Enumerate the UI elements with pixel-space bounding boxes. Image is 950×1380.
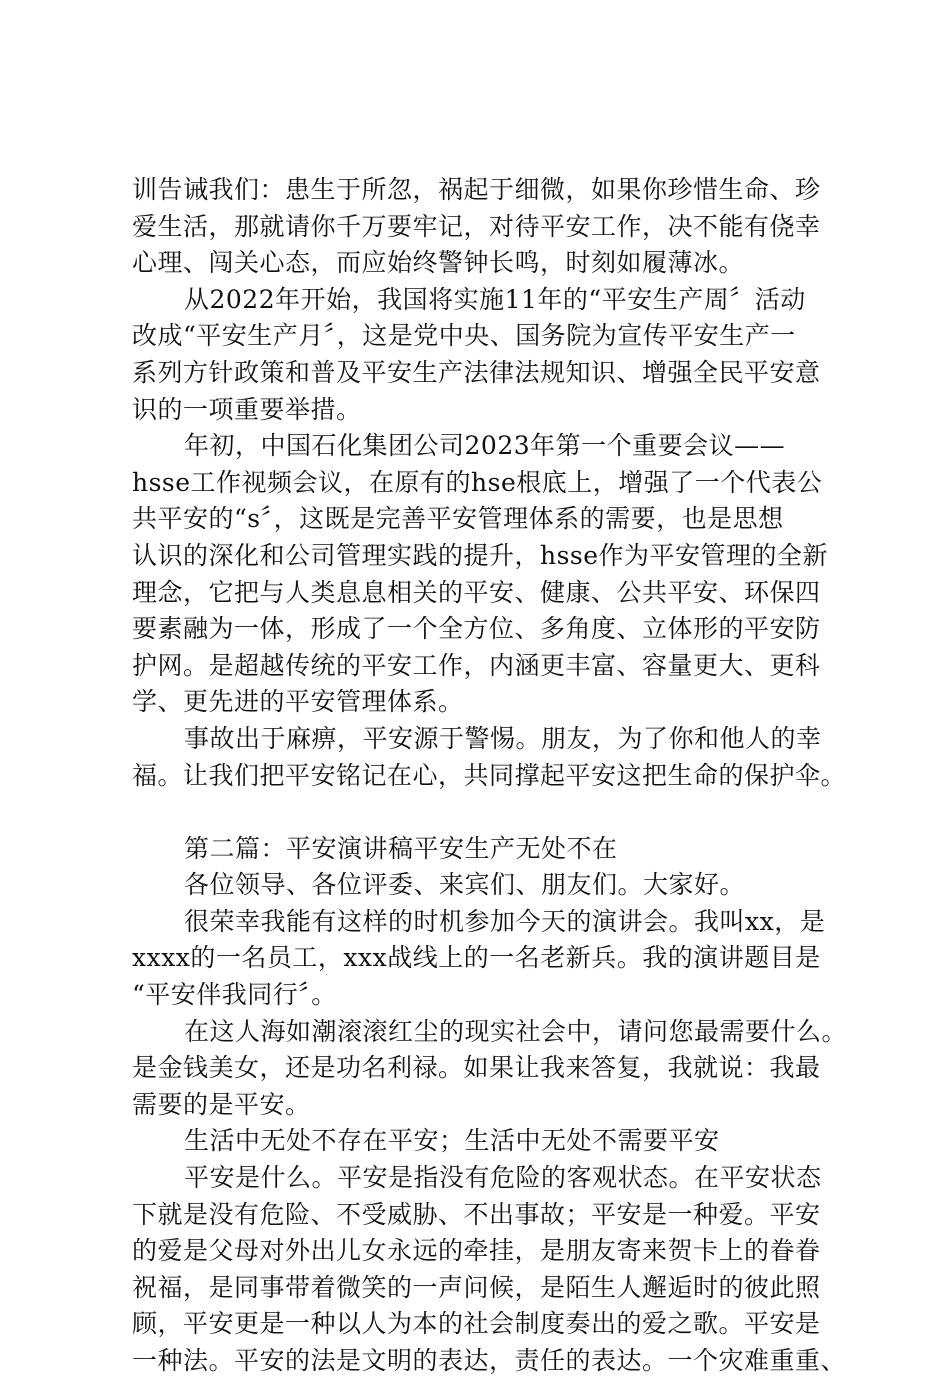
document-body [132, 172, 848, 1380]
text-line: 系列方针政策和普及平安生产法律法规知识、增强全民平安意 [132, 357, 821, 387]
text-line: 从2022年开始，我国将实施11年的“平安生产周〞活动 [184, 284, 806, 314]
text-line: 平安是什么。平安是指没有危险的客观状态。在平安状态 [184, 1163, 822, 1193]
text-line: 改成“平安生产月〞，这是党中央、国务院为宣传平安生产一 [132, 321, 796, 351]
paragraph-2 [132, 282, 832, 428]
text-line: 的爱是父母对外出儿女永远的牵挂，是朋友寄来贺卡上的眷眷 [132, 1236, 821, 1266]
section-heading: 第二篇：平安演讲稿平安生产无处不在 [184, 833, 618, 863]
text-line: 下就是没有危险、不受威胁、不出事故；平安是一种爱。平安 [132, 1199, 821, 1229]
text-line: 是金钱美女，还是功名利禄。如果让我来答复，我就说：我最 [132, 1053, 821, 1083]
text-line: 要素融为一体，形成了一个全方位、多角度、立体形的平安防 [132, 614, 821, 644]
paragraph-5 [132, 904, 832, 1014]
text-line: 理念，它把与人类息息相关的平安、健康、公共平安、环保四 [132, 577, 821, 607]
text-line: 心理、闯关心态，而应始终警钟长鸣，时刻如履薄冰。 [132, 248, 745, 278]
text-line: 很荣幸我能有这样的时机参加今天的演讲会。我叫xx，是 [184, 906, 826, 936]
text-line: 一种法。平安的法是文明的表达，责任的表达。一个灾难重重、 [132, 1346, 847, 1375]
text-line: 认识的深化和公司管理实践的提升，hsse作为平安管理的全新 [132, 540, 829, 570]
text-line: 祝福，是同事带着微笑的一声问候，是陌生人邂逅时的彼此照 [132, 1272, 821, 1302]
text-line: xxxx的一名员工，xxx战线上的一名老新兵。我的演讲题目是 [132, 943, 821, 973]
text-line: 需要的是平安。 [132, 1089, 311, 1119]
paragraph-8 [132, 1160, 847, 1380]
text-line: 识的一项重要举措。 [132, 394, 362, 424]
section-spacer [132, 794, 832, 831]
paragraph-4 [132, 721, 847, 794]
text-line: 年初，中国石化集团公司2023年第一个重要会议—— [184, 431, 786, 461]
text-line: 护网。是超越传统的平安工作，内涵更丰富、容量更大、更科 [132, 650, 821, 680]
text-line: 训告诫我们：患生于所忽，祸起于细微，如果你珍惜生命、珍 [132, 175, 821, 204]
text-line: 爱生活，那就请你千万要牢记，对待平安工作，决不能有侥幸 [132, 211, 821, 241]
text-line: “平安伴我同行〞。 [132, 980, 337, 1010]
text-line: 福。让我们把平安铭记在心，共同撑起平安这把生命的保护伞。 [132, 760, 847, 790]
text-line: hsse工作视频会议，在原有的hse根底上，增强了一个代表公 [132, 467, 823, 497]
paragraph-7: 生活中无处不存在平安；生活中无处不需要平安 [184, 1126, 720, 1156]
paragraph-3 [132, 428, 832, 721]
greeting: 各位领导、各位评委、来宾们、朋友们。大家好。 [184, 870, 746, 900]
paragraph-6 [132, 1014, 848, 1124]
text-line: 共平安的“s〞，这既是完善平安管理体系的需要，也是思想 [132, 504, 784, 534]
text-line: 学、更先进的平安管理体系。 [132, 687, 464, 717]
text-line: 事故出于麻痹，平安源于警惕。朋友，为了你和他人的幸 [184, 723, 822, 753]
text-line: 在这人海如潮滚滚红尘的现实社会中，请问您最需要什么。 [184, 1016, 848, 1046]
text-line: 顾，平安更是一种以人为本的社会制度奏出的爱之歌。平安是 [132, 1309, 821, 1339]
paragraph-1 [132, 172, 832, 282]
